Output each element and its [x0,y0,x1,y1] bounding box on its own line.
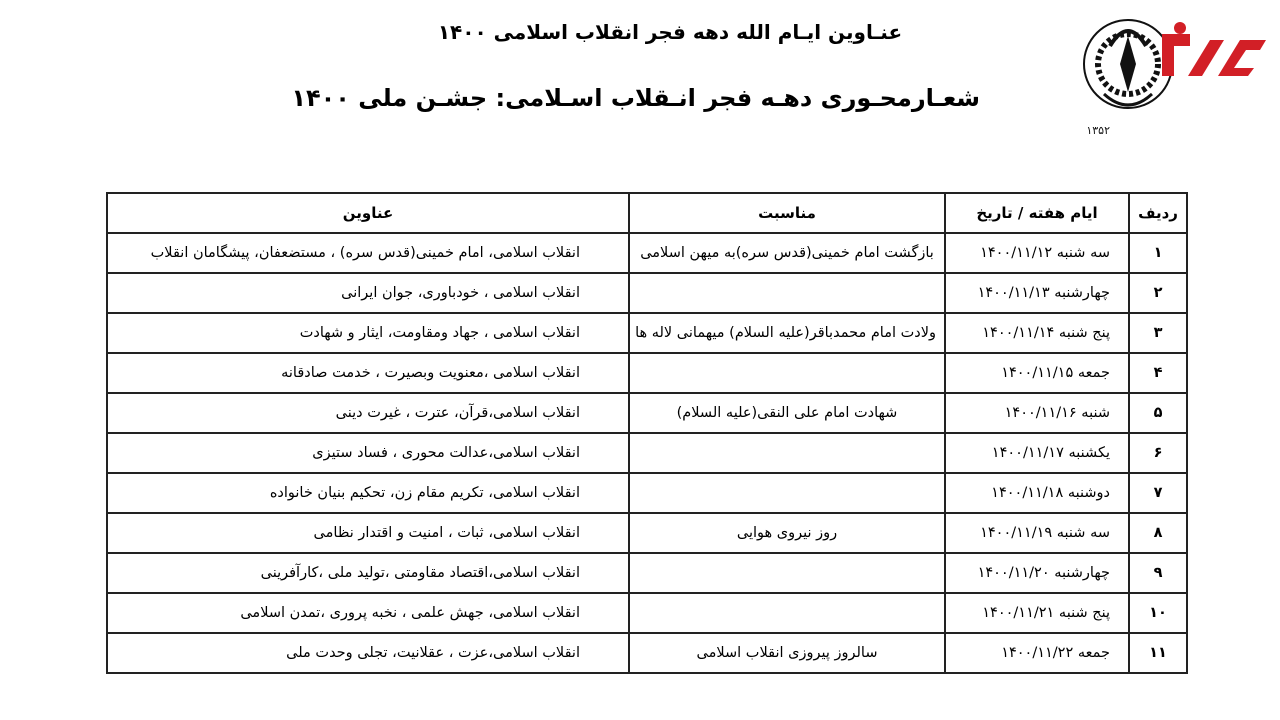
occasion-cell: بازگشت امام خمینی(قدس سره)به میهن اسلامی [629,233,945,273]
table-body [107,233,1187,673]
date-cell: چهارشنبه ۱۴۰۰/۱۱/۱۳ [945,273,1129,313]
date-cell: پنج شنبه ۱۴۰۰/۱۱/۲۱ [945,593,1129,633]
date-cell: دوشنبه ۱۴۰۰/۱۱/۱۸ [945,473,1129,513]
date-cell: چهارشنبه ۱۴۰۰/۱۱/۲۰ [945,553,1129,593]
date-cell: شنبه ۱۴۰۰/۱۱/۱۶ [945,393,1129,433]
occasion-cell [629,553,945,593]
occasion-cell: شهادت امام علی النقی(علیه السلام) [629,393,945,433]
occasion-cell: سالروز پیروزی انقلاب اسلامی [629,633,945,673]
topics-cell: انقلاب اسلامی، جهش علمی ، نخبه پروری ،تمدن اسلامی [107,593,629,633]
occasion-cell: روز نیروی هوایی [629,513,945,553]
watermark-logo [1162,22,1266,76]
topics-cell: انقلاب اسلامی ،معنویت وبصیرت ، خدمت صادقانه [107,353,629,393]
row-number-cell: ۸ [1129,513,1187,553]
occasion-cell [629,593,945,633]
date-cell: سه شنبه ۱۴۰۰/۱۱/۱۹ [945,513,1129,553]
table-row [107,313,1187,353]
header-date: ایام هفته / تاریخ [945,193,1129,233]
header-occasion: مناسبت [629,193,945,233]
occasion-cell [629,273,945,313]
topics-cell: انقلاب اسلامی،عزت ، عقلانیت، تجلی وحدت ملی [107,633,629,673]
date-cell: سه شنبه ۱۴۰۰/۱۱/۱۲ [945,233,1129,273]
row-number-cell: ۳ [1129,313,1187,353]
topics-cell: انقلاب اسلامی،اقتصاد مقاومتی ،تولید ملی ،کارآفرینی [107,553,629,593]
topics-cell: انقلاب اسلامی،عدالت محوری ، فساد ستیزی [107,433,629,473]
topics-cell: انقلاب اسلامی، امام خمینی(قدس سره) ، مستضعفان، پیشگامان انقلاب [107,233,629,273]
emblem-icon [1084,20,1172,108]
date-cell: جمعه ۱۴۰۰/۱۱/۲۲ [945,633,1129,673]
table-row [107,393,1187,433]
document-subtitle: شعـارمحـوری دهـه فجر انـقلاب اسـلامی: جشـن ملی ۱۴۰۰ [291,84,980,112]
row-number-cell: ۵ [1129,393,1187,433]
row-number-cell: ۷ [1129,473,1187,513]
table-row [107,233,1187,273]
row-number-cell: ۱ [1129,233,1187,273]
topics-cell: انقلاب اسلامی ، خودباوری، جوان ایرانی [107,273,629,313]
occasion-cell: ولادت امام محمدباقر(علیه السلام) میهمانی لاله ها [629,313,945,353]
occasion-cell [629,473,945,513]
logo-year: ۱۳۵۲ [1086,124,1110,137]
date-cell: پنج شنبه ۱۴۰۰/۱۱/۱۴ [945,313,1129,353]
header-topics: عناوین [107,193,629,233]
events-table [106,192,1188,674]
table-row [107,273,1187,313]
table-row [107,593,1187,633]
row-number-cell: ۱۱ [1129,633,1187,673]
table-row [107,553,1187,593]
topics-cell: انقلاب اسلامی، تکریم مقام زن، تحکیم بنیان خانواده [107,473,629,513]
date-cell: یکشنبه ۱۴۰۰/۱۱/۱۷ [945,433,1129,473]
occasion-cell [629,433,945,473]
table-row [107,353,1187,393]
table-row [107,433,1187,473]
table-row [107,513,1187,553]
header-row-number: ردیف [1129,193,1187,233]
occasion-cell [629,353,945,393]
row-number-cell: ۱۰ [1129,593,1187,633]
table-header-row [107,193,1187,233]
table-row [107,473,1187,513]
topics-cell: انقلاب اسلامی،قرآن، عترت ، غیرت دینی [107,393,629,433]
row-number-cell: ۹ [1129,553,1187,593]
table-row [107,633,1187,673]
organization-logo [1070,6,1270,152]
topics-cell: انقلاب اسلامی ، جهاد ومقاومت، ایثار و شهادت [107,313,629,353]
row-number-cell: ۲ [1129,273,1187,313]
topics-cell: انقلاب اسلامی، ثبات ، امنیت و اقتدار نظامی [107,513,629,553]
document-title: عنـاوین ایـام الله دهه فجر انقلاب اسلامی ۱۴۰۰ [437,20,903,44]
row-number-cell: ۶ [1129,433,1187,473]
row-number-cell: ۴ [1129,353,1187,393]
date-cell: جمعه ۱۴۰۰/۱۱/۱۵ [945,353,1129,393]
